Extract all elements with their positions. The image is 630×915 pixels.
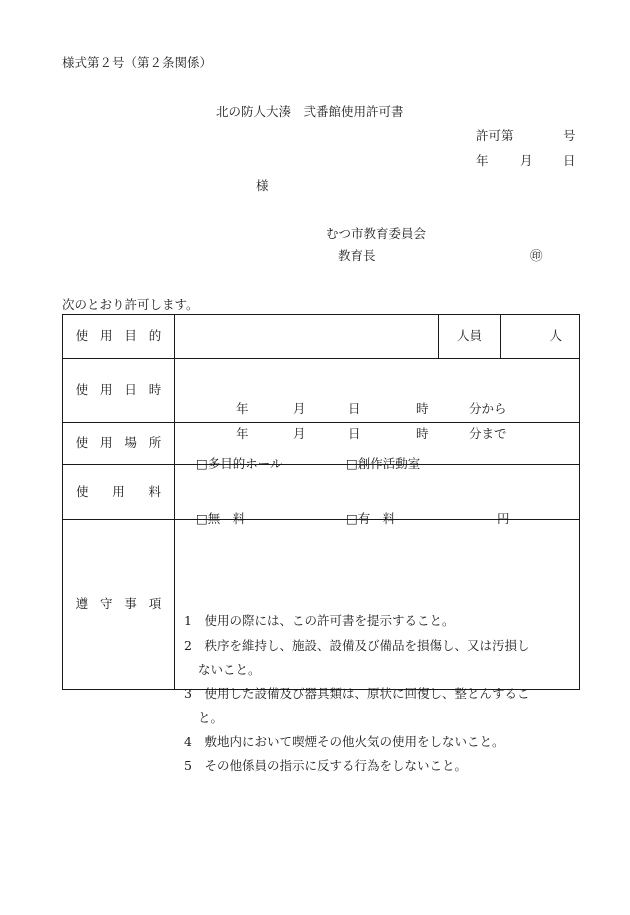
fee-label: 使用料	[75, 483, 185, 499]
issuer-organization: むつ市教育委員会	[326, 226, 427, 241]
issuer-title: 教育長	[338, 248, 376, 263]
fee-unit: 円	[497, 511, 510, 526]
purpose-value	[175, 315, 439, 359]
fee-option-free[interactable]: □無 料	[196, 511, 246, 526]
seal-mark: ㊞	[530, 248, 543, 263]
rule-item: 5 その他係員の指示に反する行為をしないこと。	[184, 757, 467, 773]
permit-number-suffix: 号	[563, 128, 576, 143]
rule-item: 2 秩序を維持し、施設、設備及び備品を損傷し、又は汚損し	[184, 637, 530, 653]
datetime-label: 使用日時	[75, 382, 174, 398]
datetime-to-day: 日	[348, 425, 361, 441]
datetime-row	[63, 359, 580, 423]
permit-date-month: 月	[520, 153, 533, 168]
place-label: 使用場所	[75, 435, 174, 451]
recipient-suffix: 様	[256, 178, 269, 193]
fee-row	[63, 465, 580, 520]
intro-text: 次のとおり許可します。	[62, 297, 199, 312]
form-number: 様式第２号（第２条関係）	[62, 55, 213, 70]
permit-number-prefix: 許可第	[476, 128, 514, 143]
document-title: 北の防人大湊 弐番館使用許可書	[216, 104, 404, 119]
rules-row	[63, 520, 580, 690]
people-unit: 人	[549, 328, 562, 344]
datetime-from-day: 日	[348, 400, 361, 416]
purpose-label: 使用目的	[75, 328, 174, 344]
datetime-from-hour: 時	[416, 400, 429, 416]
datetime-to-minute: 分まで	[469, 425, 507, 441]
permit-date-year: 年	[476, 153, 489, 168]
purpose-row	[63, 315, 580, 359]
people-label: 人員	[456, 328, 482, 344]
permit-date-day: 日	[563, 153, 576, 168]
rule-item-continued: ないこと。	[198, 661, 261, 677]
datetime-from-minute: 分から	[469, 400, 507, 416]
fee-option-paid[interactable]: □有 料	[346, 511, 396, 526]
datetime-to-hour: 時	[416, 425, 429, 441]
rule-item: 1 使用の際には、この許可書を提示すること。	[184, 612, 455, 628]
rules-label: 遵守事項	[75, 596, 174, 612]
rule-item: 4 敷地内において喫煙その他火気の使用をしないこと。	[184, 733, 505, 749]
rule-item: 3 使用した設備及び器具類は、原状に回復し、整とんするこ	[184, 685, 530, 701]
permit-table	[62, 314, 580, 773]
rule-item-continued: と。	[198, 709, 224, 725]
datetime-to-month: 月	[293, 425, 306, 441]
place-option-multipurpose-hall[interactable]: □多目的ホール	[196, 455, 283, 471]
datetime-from-year: 年	[236, 400, 249, 416]
datetime-to-year: 年	[236, 425, 249, 441]
place-option-creative-room[interactable]: □創作活動室	[346, 455, 421, 471]
datetime-from-month: 月	[293, 400, 306, 416]
